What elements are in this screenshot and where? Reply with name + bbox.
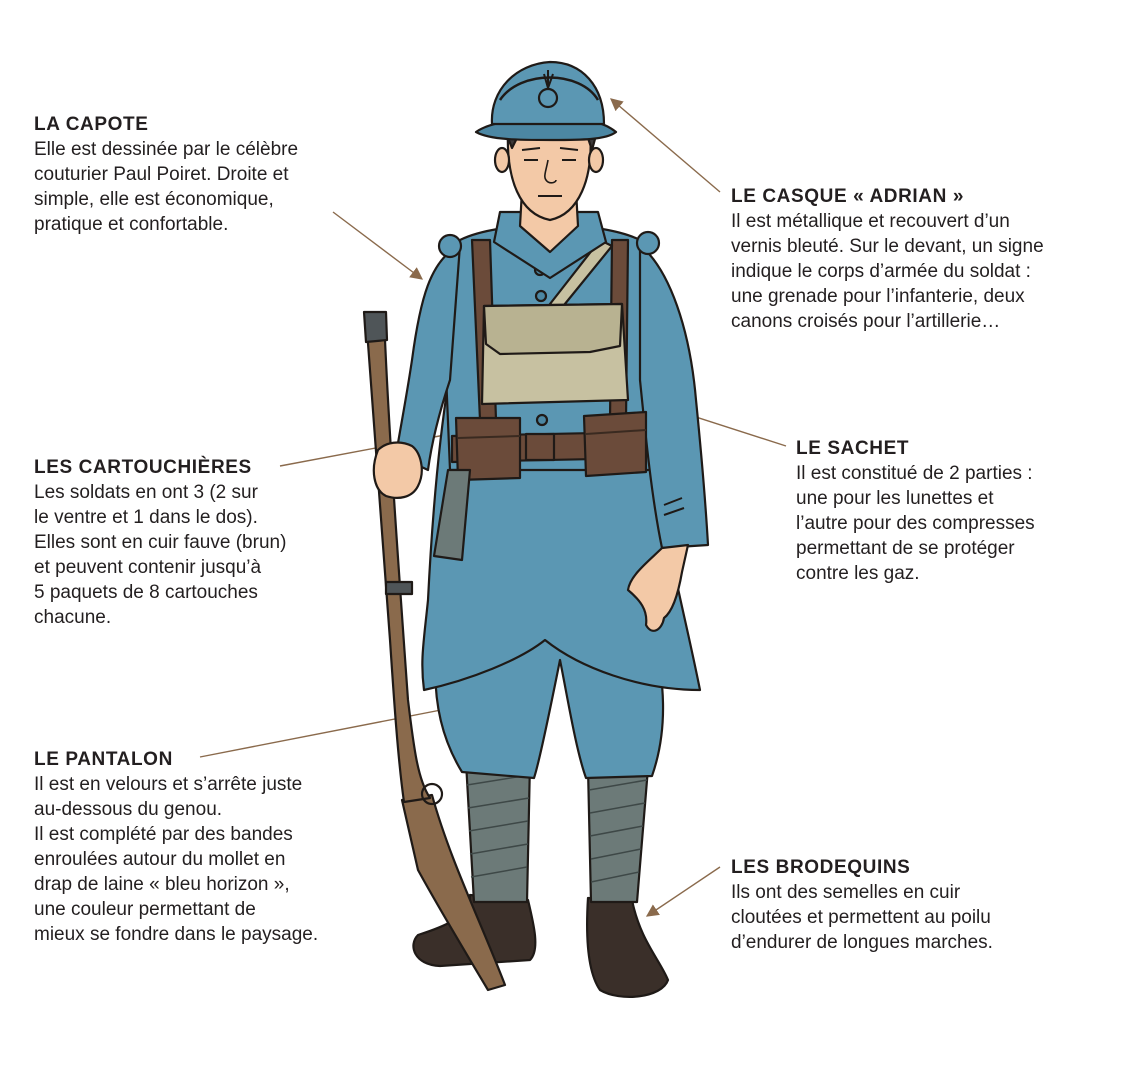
- callout-line: d’endurer de longues marches.: [731, 932, 993, 953]
- callout-line: Ils ont des semelles en cuir: [731, 882, 961, 903]
- callout-line: Il est complété par des bandes: [34, 824, 293, 845]
- callout-title-sachet: LE SACHET: [796, 438, 910, 459]
- callout-brodequins: [731, 855, 1081, 955]
- callout-title-capote: LA CAPOTE: [34, 114, 149, 135]
- right-boot: [587, 898, 668, 997]
- callout-line: le ventre et 1 dans le dos).: [34, 507, 258, 528]
- belt-buckle: [526, 434, 554, 460]
- callout-sachet: [796, 436, 1116, 586]
- leader-line-brodequins: [647, 867, 720, 916]
- leader-line-casque: [611, 99, 720, 192]
- epaulette-left: [439, 235, 461, 257]
- callout-line: simple, elle est économique,: [34, 189, 274, 210]
- callout-line: Elle est dessinée par le célèbre: [34, 139, 299, 160]
- callout-line: couturier Paul Poiret. Droite et: [34, 164, 289, 185]
- callout-title-brodequins: LES BRODEQUINS: [731, 857, 911, 878]
- callout-line: indique le corps d’armée du soldat :: [731, 261, 1031, 282]
- callout-line: Il est en velours et s’arrête juste: [34, 774, 303, 795]
- callout-line: Il est constitué de 2 parties :: [796, 463, 1033, 484]
- rifle-muzzle: [364, 312, 387, 342]
- callout-line: pratique et confortable.: [34, 214, 229, 235]
- callout-title-cartouchieres: LES CARTOUCHIÈRES: [34, 457, 252, 478]
- callout-line: canons croisés pour l’artillerie…: [731, 311, 1001, 332]
- callout-line: Il est métallique et recouvert d’un: [731, 211, 1010, 232]
- callout-line: drap de laine « bleu horizon »,: [34, 874, 290, 895]
- callout-line: et peuvent contenir jusqu’à: [34, 557, 262, 578]
- callout-cartouchieres: [34, 455, 354, 630]
- callout-line: l’autre pour des compresses: [796, 513, 1035, 534]
- callout-line: Elles sont en cuir fauve (brun): [34, 532, 287, 553]
- callout-line: mieux se fondre dans le paysage.: [34, 924, 319, 945]
- callout-pantalon: [34, 747, 384, 947]
- callout-line: chacune.: [34, 607, 112, 628]
- callout-line: une grenade pour l’infanterie, deux: [731, 286, 1025, 307]
- callout-casque: [731, 184, 1111, 334]
- callout-line: contre les gaz.: [796, 563, 920, 584]
- callout-line: vernis bleuté. Sur le devant, un signe: [731, 236, 1044, 257]
- callout-line: une pour les lunettes et: [796, 488, 994, 509]
- callout-line: cloutées et permettent au poilu: [731, 907, 991, 928]
- callout-line: enroulées autour du mollet en: [34, 849, 286, 870]
- callout-title-casque: LE CASQUE « ADRIAN »: [731, 186, 964, 207]
- gas-bag-flap: [484, 304, 622, 354]
- soldier-figure: [364, 62, 708, 997]
- callout-line: une couleur permettant de: [34, 899, 256, 920]
- callout-line: au-dessous du genou.: [34, 799, 223, 820]
- hand-right: [374, 443, 422, 498]
- callout-title-pantalon: LE PANTALON: [34, 749, 173, 770]
- cartridge-pouch-right: [584, 412, 646, 476]
- callout-line: 5 paquets de 8 cartouches: [34, 582, 258, 603]
- rifle-band: [386, 582, 412, 594]
- callout-line: permettant de se protéger: [796, 538, 1015, 559]
- epaulette-right: [637, 232, 659, 254]
- callout-capote: [34, 112, 364, 237]
- callout-line: Les soldats en ont 3 (2 sur: [34, 482, 258, 503]
